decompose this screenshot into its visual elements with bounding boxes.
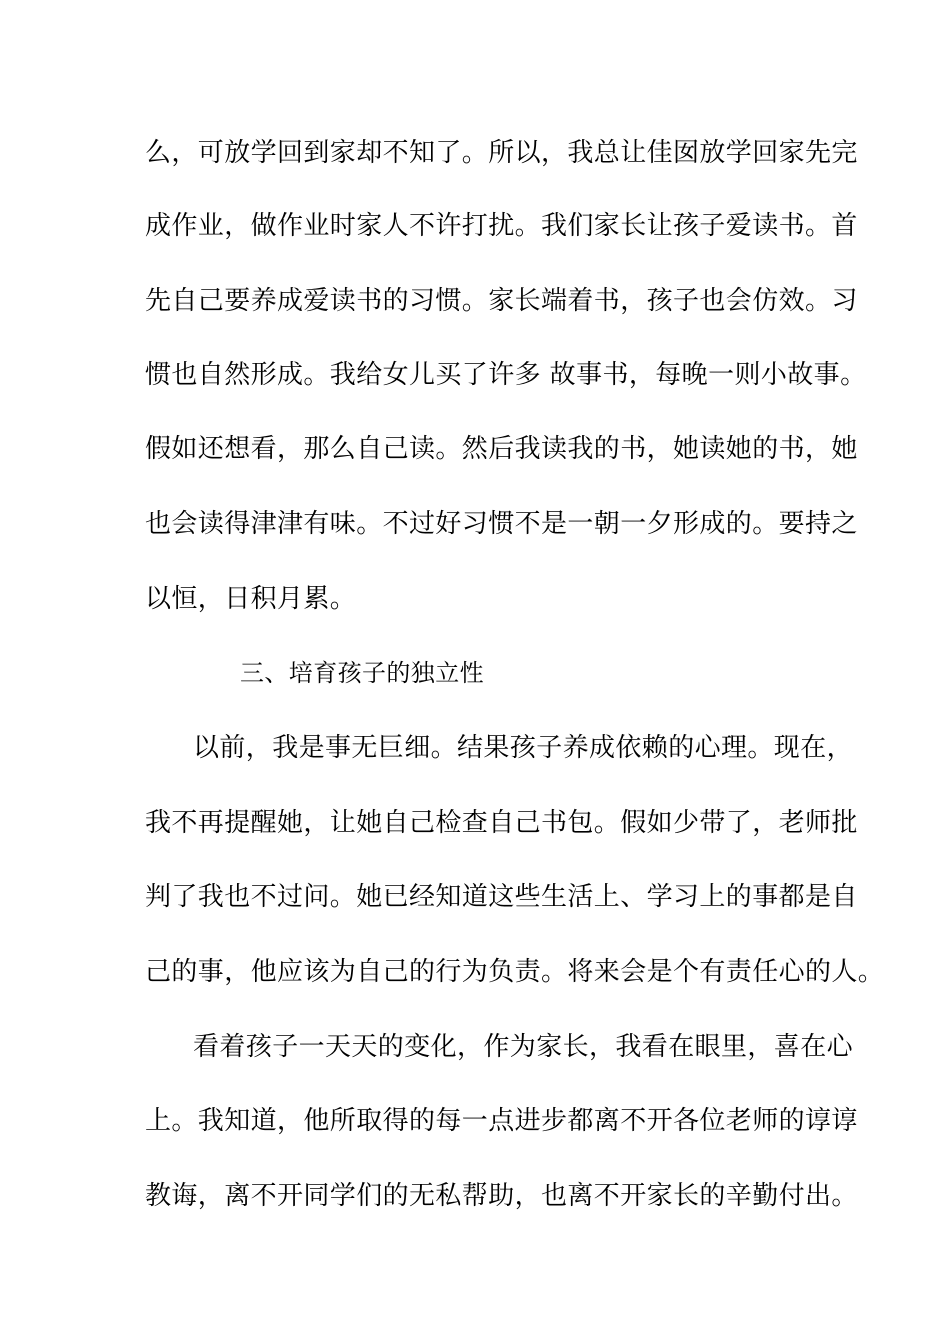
body-text-line: 我不再提醒她，让她自己检查自己书包。假如少带了，老师批	[145, 808, 858, 838]
section-heading: 三、培育孩子的独立性	[240, 659, 484, 687]
body-text-line: 假如还想看，那么自己读。然后我读我的书，她读她的书，她	[145, 434, 858, 464]
body-text-line: 惯也自然形成。我给女儿买了许多 故事书，每晚一则小故事。	[145, 360, 867, 390]
body-text-line: 以恒，日积月累。	[145, 584, 357, 614]
body-text-line: 上。我知道，他所取得的每一点进步都离不开各位老师的谆谆	[145, 1106, 858, 1136]
body-text-line: 教诲，离不开同学们的无私帮助，也离不开家长的辛勤付出。	[145, 1181, 858, 1211]
paragraph-first-line: 以前，我是事无巨细。结果孩子养成依赖的心理。现在，	[193, 733, 854, 763]
body-text-line: 先自己要养成爱读书的习惯。家长端着书，孩子也会仿效。习	[145, 286, 858, 316]
body-text-line: 己的事，他应该为自己的行为负责。将来会是个有责任心的人。	[145, 957, 885, 987]
body-text-line: 也会读得津津有味。不过好习惯不是一朝一夕形成的。要持之	[145, 509, 858, 539]
body-text-line: 成作业，做作业时家人不许打扰。我们家长让孩子爱读书。首	[145, 211, 858, 241]
body-text-line: 判了我也不过问。她已经知道这些生活上、学习上的事都是自	[145, 882, 858, 912]
paragraph-first-line: 看着孩子一天天的变化，作为家长，我看在眼里，喜在心	[193, 1032, 854, 1062]
body-text-line: 么，可放学回到家却不知了。所以，我总让佳囡放学回家先完	[145, 138, 858, 168]
